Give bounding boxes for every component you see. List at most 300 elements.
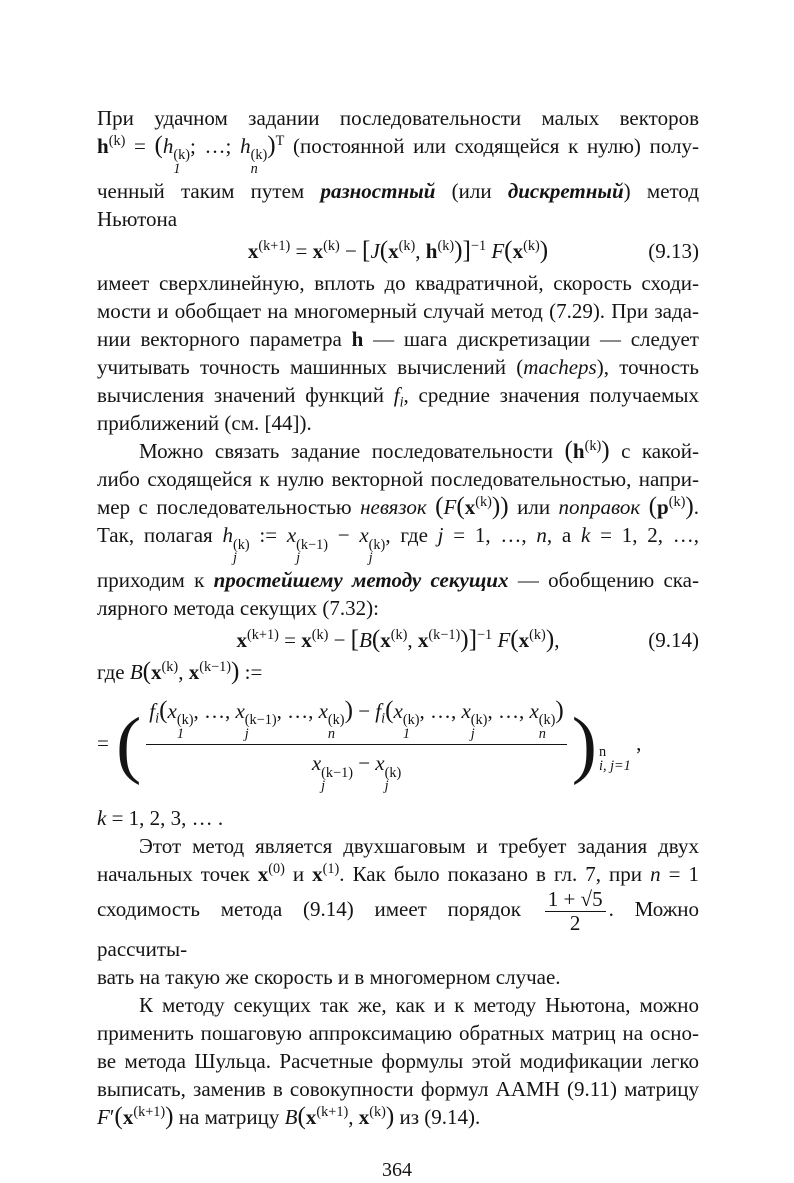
superscript: (k+1) [316, 1103, 349, 1120]
sub-superscript [471, 714, 488, 741]
italic-text: B [359, 627, 372, 652]
superscript: (k) [529, 626, 546, 643]
emphasized-term: простейшему методу секущих [213, 567, 509, 592]
superscript: (k) [390, 626, 408, 643]
text-run: Можно связать задание последовательности [139, 439, 565, 464]
text-run: = [278, 627, 302, 652]
left-bracket: ( [154, 132, 163, 159]
right-bracket: ) [601, 437, 610, 465]
left-bracket: ( [142, 657, 152, 685]
text-run: из (9.14). [394, 1104, 481, 1129]
left-bracket: ( [648, 493, 658, 521]
text-line [97, 493, 699, 521]
equation-body [236, 625, 560, 653]
sub-superscript [177, 714, 194, 741]
vector-symbol: x [247, 238, 259, 263]
right-bracket: ] [468, 625, 478, 653]
right-bracket: ) [545, 625, 555, 653]
text-line [97, 594, 699, 622]
superscript: (k) [327, 712, 345, 729]
superscript: (k) [323, 237, 340, 254]
superscript: (k) [523, 237, 540, 254]
superscript: (k) [668, 494, 686, 511]
line-content [97, 1049, 699, 1073]
italic-text: поправок [558, 495, 641, 520]
superscript: (k−1) [244, 712, 277, 729]
italic-text: x [235, 698, 245, 723]
sub-superscript [328, 714, 345, 741]
text-run: = 1, 2, 3, … . [106, 805, 224, 830]
text-line [97, 888, 699, 963]
text-run: Этот метод является двухшаговым и требует задания двух [139, 833, 699, 858]
line-content [97, 271, 699, 295]
text-run: мер с последовательностью [97, 495, 361, 520]
text-run [640, 495, 648, 519]
superscript: (k) [384, 764, 402, 781]
text-run: и [284, 861, 313, 886]
left-bracket: ( [564, 437, 573, 465]
text-line [97, 963, 699, 991]
left-bracket: ( [504, 236, 513, 264]
italic-text: f [375, 698, 382, 723]
vector-symbol: x [388, 238, 399, 263]
sub-superscript [245, 714, 277, 741]
sub-superscript [232, 536, 250, 567]
text-run: := [249, 523, 287, 548]
text-run: (или [435, 178, 508, 203]
sub-superscript [321, 764, 353, 795]
text-run: ; …; [190, 134, 241, 158]
italic-text: F [497, 627, 511, 652]
superscript: (k) [475, 494, 492, 511]
line-content [97, 696, 642, 795]
italic-text: x [375, 751, 385, 776]
line-content [97, 523, 700, 567]
line-content [97, 657, 263, 685]
italic-text: x [529, 698, 539, 723]
text-run: − [352, 751, 376, 776]
text-line [97, 804, 699, 832]
left-bracket: ( [456, 493, 465, 521]
text-line [97, 177, 699, 205]
text-run: нии векторного параметра [97, 326, 352, 351]
text-run: , …, [419, 698, 462, 723]
vector-symbol: x [301, 627, 312, 652]
text-run: ) метод [623, 178, 699, 203]
line-content [97, 1102, 481, 1130]
left-bracket: [ [350, 625, 360, 653]
text-run: либо сходящейся к нулю векторной последовательностью, напри- [97, 467, 699, 492]
text-run: сходимость метода (9.14) имеет порядок [97, 897, 542, 922]
subscript: 1 [176, 725, 184, 742]
right-bracket: ) [385, 1102, 395, 1130]
line-content [97, 1077, 699, 1101]
italic-text: x [393, 698, 403, 723]
sub-superscript [173, 149, 190, 176]
text-line [97, 832, 699, 860]
text-line [97, 437, 699, 465]
sub-superscript [384, 764, 402, 795]
vector-symbol: x [464, 495, 476, 520]
text-run: где [97, 659, 130, 684]
subscript: n [250, 160, 258, 177]
text-run [427, 495, 435, 519]
text-run: вать на такую же скорость и в многомерном случае. [97, 964, 561, 989]
numerator [545, 888, 606, 912]
text-line [97, 991, 699, 1019]
right-bracket: ) [231, 657, 240, 685]
text-run: . Можно рассчиты- [97, 897, 699, 961]
text-run: − [328, 627, 351, 652]
italic-text: f [393, 382, 400, 407]
book-page [97, 0, 699, 1183]
text-run: ′ [109, 1104, 115, 1129]
fraction [545, 888, 606, 935]
line-content [97, 382, 700, 410]
superscript: (k−1) [321, 764, 353, 781]
line-content [97, 411, 312, 435]
italic-text: macheps [523, 354, 597, 379]
subscript: 1 [402, 725, 410, 742]
line-content [139, 439, 699, 463]
italic-text: F [491, 238, 505, 263]
equation-number: (9.14) [648, 627, 699, 652]
italic-text: B [284, 1104, 298, 1129]
text-run: = 1 [660, 861, 699, 886]
text-run: вычисления значений функций [97, 382, 394, 407]
superscript: (k) [368, 536, 386, 553]
text-run: , …, [276, 698, 319, 723]
superscript: (k) [161, 658, 179, 675]
text-run: − [352, 698, 376, 723]
text-line [97, 1019, 699, 1047]
page-number: 364 [382, 1158, 412, 1181]
text-run: = [290, 238, 313, 263]
sub-superscript [296, 536, 328, 567]
text-line [97, 1103, 699, 1131]
subscript: j [368, 550, 373, 567]
vector-symbol: x [312, 861, 323, 886]
text-run: выписать, заменив в совокупности формул ААМН (9.11) матрицу [97, 1076, 699, 1101]
superscript: (k) [402, 712, 420, 729]
text-run: При удачном задании последовательности малых векторов [97, 106, 699, 130]
text-run: , а [546, 523, 582, 548]
text-line [97, 465, 699, 493]
text-line [97, 521, 699, 566]
line-content [97, 862, 699, 886]
text-run: Так, полагая [97, 523, 223, 548]
vector-symbol: h [97, 134, 109, 158]
right-bracket: ) [165, 1102, 174, 1130]
text-run: ве метода Шульца. Расчетные формулы этой модификации легко [97, 1048, 699, 1073]
right-bracket: ) [491, 493, 501, 521]
italic-text: x [318, 698, 328, 723]
italic-text: F [443, 495, 457, 520]
left-bracket: ( [371, 625, 381, 653]
vector-symbol: x [151, 659, 162, 684]
superscript: (k) [398, 237, 416, 254]
superscript: (k+1) [258, 237, 291, 254]
subscript: i, j=1 [598, 757, 631, 774]
text-run: , [407, 627, 418, 652]
text-line [97, 269, 699, 297]
equation-number: (9.13) [648, 238, 699, 263]
text-line [97, 409, 699, 437]
text-run: лярного метода секущих (7.32): [97, 595, 379, 620]
text-run: , [630, 730, 642, 755]
text-run: или [508, 495, 559, 520]
text-run: имеет сверхлинейную, вплоть до квадратичной, скорость сходи- [97, 270, 699, 295]
equation [97, 626, 699, 654]
superscript: (k) [470, 712, 488, 729]
large-left-paren: ( [116, 702, 142, 786]
text-run: , средние значения получаемых [403, 382, 700, 407]
italic-text: J [370, 238, 380, 263]
italic-text: F [97, 1104, 110, 1129]
text-run: 1 + √5 [547, 886, 603, 911]
line-content [97, 207, 177, 231]
superscript: T [275, 133, 285, 150]
left-bracket: ( [385, 696, 394, 724]
text-run: приходим к [97, 567, 214, 592]
text-line [97, 132, 699, 177]
text-run: , где [385, 523, 438, 548]
superscript: (k+1) [133, 1103, 166, 1120]
line-content [97, 106, 699, 130]
left-bracket: ( [114, 1102, 123, 1130]
vector-symbol: x [257, 861, 269, 886]
text-run: К методу секущих так же, как и к методу Ньютона, можно [139, 992, 699, 1017]
text-run: = 1, …, [443, 523, 537, 548]
italic-text: B [129, 659, 143, 684]
denominator [312, 745, 401, 794]
left-bracket: [ [362, 236, 371, 264]
vector-symbol: x [305, 1104, 317, 1129]
left-bracket: ( [159, 696, 168, 724]
right-bracket: ) [555, 696, 564, 724]
superscript: (k) [584, 438, 602, 455]
text-run: − [327, 523, 360, 548]
superscript: (k) [250, 147, 268, 164]
left-bracket: ( [510, 625, 519, 653]
text-run: применить пошаговую аппроксимацию обратных матриц на осно- [97, 1020, 699, 1045]
left-bracket: ( [379, 236, 389, 264]
vector-symbol: h [425, 238, 438, 263]
subscript: j [244, 725, 249, 742]
text-line [97, 696, 699, 794]
superscript: (k−1) [428, 626, 461, 643]
right-bracket: ) [267, 132, 276, 159]
text-run: − [339, 238, 363, 263]
equation-body [247, 236, 549, 264]
vector-symbol: x [380, 627, 391, 652]
text-line [97, 297, 699, 325]
vector-symbol: x [417, 627, 429, 652]
line-content [97, 132, 700, 177]
superscript: (k) [311, 626, 329, 643]
text-line [97, 353, 699, 381]
line-content [97, 1021, 699, 1045]
text-line [97, 325, 699, 353]
subscript: j [384, 778, 389, 795]
right-bracket: ) [500, 493, 509, 521]
superscript: (1) [322, 860, 340, 877]
subscript: i [399, 393, 404, 410]
numerator [146, 696, 567, 746]
italic-text: n [650, 861, 661, 886]
text-run: с какой- [609, 439, 699, 464]
text-line [97, 860, 699, 888]
text-run: , …, [487, 698, 530, 723]
superscript: −1 [470, 237, 487, 254]
vector-symbol: h [572, 439, 585, 464]
italic-text: n [536, 523, 547, 548]
text-run: , [554, 627, 560, 652]
line-content [97, 355, 699, 379]
line-content [97, 965, 561, 989]
left-bracket: ( [297, 1102, 306, 1130]
text-run: ), точность [596, 354, 699, 379]
vector-symbol: x [122, 1104, 134, 1129]
text-run: 2 [569, 910, 581, 935]
text-run: , [415, 238, 426, 263]
text-line [97, 566, 699, 594]
fraction [146, 696, 567, 794]
line-content [139, 993, 699, 1017]
superscript: (k) [232, 536, 250, 553]
superscript: (k−1) [296, 536, 328, 553]
text-run: . [693, 495, 699, 520]
text-line [97, 381, 699, 410]
vector-symbol: x [512, 238, 524, 263]
right-bracket: ) [539, 236, 549, 264]
italic-text: x [359, 523, 369, 548]
subscript: j [321, 778, 326, 795]
denominator [570, 912, 581, 935]
sub-superscript [403, 714, 420, 741]
line-content [97, 806, 223, 830]
text-run: := [239, 659, 263, 684]
superscript: −1 [477, 626, 493, 643]
text-run: = [97, 730, 115, 755]
superscript: (k) [369, 1103, 386, 1120]
italic-text: j [437, 523, 444, 548]
subscript: j [470, 725, 475, 742]
text-line [97, 104, 699, 132]
text-run: , …, [193, 698, 236, 723]
line-content [97, 886, 699, 961]
vector-symbol: x [236, 627, 248, 652]
text-run: — обобщению ска- [508, 567, 699, 592]
text-run: , [178, 659, 189, 684]
text-line [97, 1047, 699, 1075]
line-content [97, 299, 699, 323]
right-bracket: ) [460, 625, 469, 653]
equation [97, 237, 699, 265]
subscript: i [381, 709, 386, 726]
superscript: (k) [173, 147, 191, 164]
sub-superscript [598, 743, 631, 774]
text-line [97, 205, 699, 233]
text-run: = 1, 2, …, [590, 523, 700, 548]
line-content [97, 495, 699, 519]
italic-text: невязок [360, 495, 427, 520]
italic-text: f [149, 698, 156, 723]
superscript: (k) [108, 133, 126, 150]
italic-text: h [162, 134, 174, 158]
text-run: , [348, 1104, 359, 1129]
right-bracket: ) [344, 696, 353, 724]
superscript: (k) [176, 712, 194, 729]
text-run: — шага дискретизации — следует [363, 326, 699, 351]
text-run: (постоянной или сходящейся к нулю) полу- [284, 134, 700, 158]
italic-text: x [311, 751, 322, 776]
sub-superscript [539, 714, 556, 741]
line-content [97, 596, 379, 620]
subscript: j [296, 550, 301, 567]
text-line [97, 1075, 699, 1103]
right-bracket: ) [454, 236, 463, 264]
line-content [97, 467, 699, 491]
line-content [97, 568, 699, 592]
superscript: (k) [437, 237, 455, 254]
line-content [139, 834, 699, 858]
subscript: n [327, 725, 336, 742]
superscript: n [598, 743, 607, 760]
vector-symbol: x [518, 627, 530, 652]
superscript: (k+1) [247, 626, 279, 643]
vector-symbol: x [312, 238, 324, 263]
italic-text: x [461, 698, 471, 723]
right-bracket: ] [462, 236, 471, 264]
text-run: Ньютона [97, 206, 178, 231]
subscript: 1 [173, 160, 181, 177]
text-run: = [125, 134, 155, 158]
italic-text: h [222, 523, 233, 548]
line-content [97, 327, 699, 351]
emphasized-term: разностный [320, 178, 436, 203]
subscript: n [538, 725, 546, 742]
text-run: мости и обобщает на многомерный случай метод (7.29). При зада- [97, 298, 699, 323]
superscript: (k) [538, 712, 556, 729]
text-line [97, 658, 699, 686]
vector-symbol: x [188, 659, 200, 684]
large-right-paren: ) [571, 702, 597, 786]
text-run: на матрицу [173, 1104, 285, 1129]
text-run: ченный таким путем [97, 178, 321, 203]
text-run: начальных точек [97, 861, 258, 886]
emphasized-term: дискретный [507, 178, 624, 203]
italic-text: x [167, 698, 177, 723]
text-run: учитывать точность машинных вычислений ( [97, 354, 524, 379]
sub-superscript [251, 149, 268, 176]
vector-symbol: h [351, 326, 364, 351]
vector-symbol: x [358, 1104, 370, 1129]
italic-text: h [240, 134, 251, 158]
line-content [97, 179, 699, 203]
text-run: приближений (см. [44]). [97, 411, 312, 436]
italic-text: x [286, 523, 297, 548]
text-run: . Как было показано в гл. 7, при [339, 861, 651, 886]
superscript: (0) [268, 860, 285, 877]
sub-superscript [368, 536, 386, 567]
italic-text: k [97, 805, 107, 830]
subscript: j [232, 550, 237, 567]
left-bracket: ( [435, 493, 444, 521]
superscript: (k−1) [199, 658, 231, 675]
vector-symbol: p [657, 495, 669, 520]
italic-text: k [581, 523, 591, 548]
